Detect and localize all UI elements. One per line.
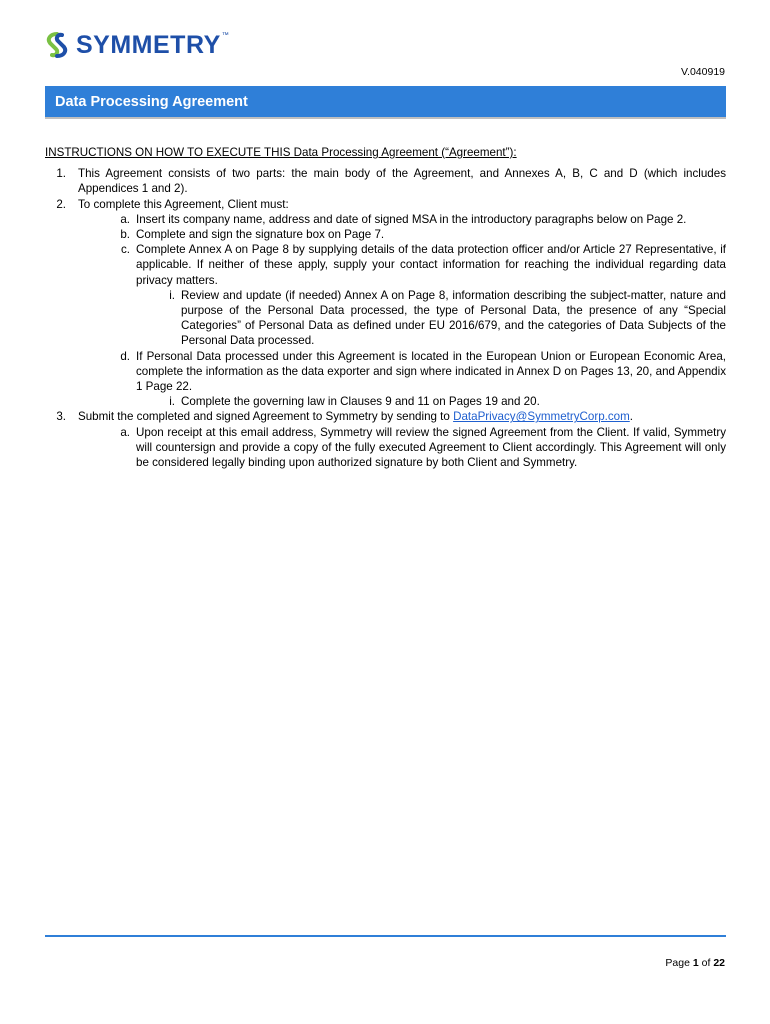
list-item-text: Complete the governing law in Clauses 9 and 11 on Pages 19 and 20.	[181, 395, 540, 409]
list-item-text: If Personal Data processed under this Agreement is located in the European Union or European Economic Area, complete the information as the data exporter and sign where indicated in Annex D on Pages 13, 20, and Appendix 1 Page 22.	[136, 349, 726, 394]
list-item-2b	[45, 227, 726, 242]
symmetry-logo-icon	[42, 30, 72, 60]
list-marker: 1.	[56, 167, 66, 181]
logo-text: SYMMETRY	[76, 30, 221, 59]
symmetry-logo	[42, 30, 229, 60]
document-title: Data Processing Agreement	[55, 94, 248, 110]
list-marker: i.	[169, 395, 175, 409]
list-marker: i.	[169, 288, 175, 302]
list-item-2	[45, 197, 726, 212]
instructions-section	[45, 145, 726, 470]
version-number: V.040919	[681, 66, 725, 78]
list-marker: b.	[120, 228, 130, 242]
page-number	[665, 957, 725, 969]
list-item-text: Complete and sign the signature box on Page 7.	[136, 228, 385, 242]
list-marker: d.	[120, 349, 130, 363]
list-item-2a	[45, 212, 726, 227]
logo-trademark: ™	[221, 32, 229, 39]
list-item-text: Insert its company name, address and date of signed MSA in the introductory paragraphs below on Page 2.	[136, 212, 687, 226]
instructions-heading: INSTRUCTIONS ON HOW TO EXECUTE THIS Data Processing Agreement (“Agreement”):	[45, 146, 517, 159]
list-marker: 3.	[56, 410, 66, 424]
email-link[interactable]: DataPrivacy@SymmetryCorp.com	[453, 410, 630, 424]
list-marker: a.	[120, 212, 130, 226]
list-item-3a	[45, 425, 726, 471]
list-item-2c	[45, 242, 726, 288]
page-total: 22	[713, 957, 725, 969]
page-current: 1	[692, 957, 699, 969]
list-item-3	[45, 409, 726, 424]
list-item-text: This Agreement consists of two parts: the main body of the Agreement, and Annexes A, B, C and D (which includes Appendices 1 and 2).	[78, 167, 726, 196]
list-item-text-post: .	[629, 410, 634, 424]
list-marker: 2.	[56, 197, 66, 211]
list-item-1	[45, 166, 726, 196]
footer-divider	[45, 935, 726, 937]
page-label: Page	[665, 957, 693, 969]
list-item-2d	[45, 349, 726, 395]
list-item-text: Upon receipt at this email address, Symmetry will review the signed Agreement from the Client. If valid, Symmetry will countersign and provide a copy of the fully executed Agreement to Client accordingly. This Agreement will only be considered legally binding upon authorized signature by both Client and Symmetry.	[136, 425, 726, 470]
list-item-2d-i	[45, 394, 726, 409]
list-item-text	[78, 409, 726, 424]
page-of: of	[698, 957, 714, 969]
list-marker: c.	[120, 243, 130, 257]
title-bar	[45, 86, 726, 119]
list-item-text: Complete Annex A on Page 8 by supplying details of the data protection officer and/or Article 27 Representative, if applicable. If neither of these apply, supply your contact information for reaching the individual regarding data privacy matters.	[136, 243, 726, 287]
list-marker: a.	[120, 425, 130, 439]
list-item-2c-i	[45, 288, 726, 349]
list-item-text: Review and update (if needed) Annex A on Page 8, information describing the subject-matter, nature and purpose of the Personal Data processed, the type of Personal Data, the presence of any “Special Categories” of Personal Data as defined under EU 2016/679, and the categories of Data Subjects of the Personal Data processed.	[181, 288, 726, 348]
list-item-text-pre: Submit the completed and signed Agreement to Symmetry by sending to	[78, 410, 454, 424]
list-item-text: To complete this Agreement, Client must:	[78, 197, 289, 211]
